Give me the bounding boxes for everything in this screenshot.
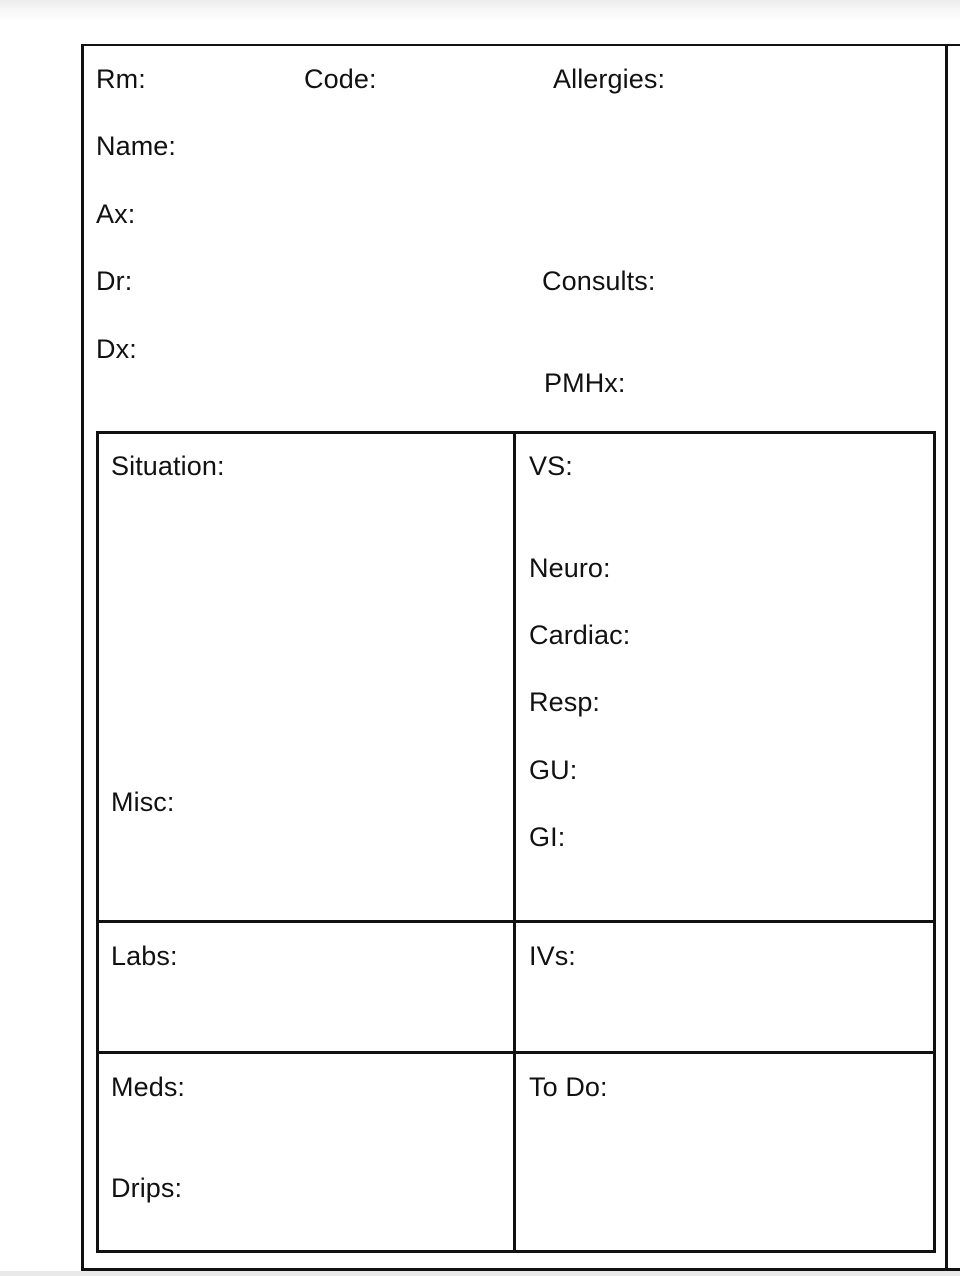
dr-label: Dr: bbox=[96, 266, 133, 296]
bottom-background-strip bbox=[0, 1271, 960, 1276]
code-label: Code: bbox=[304, 64, 377, 94]
grid-divider-meds-row bbox=[96, 1051, 936, 1054]
consults-label: Consults: bbox=[542, 266, 656, 296]
allergies-label: Allergies: bbox=[553, 64, 666, 94]
grid-divider-labs-row bbox=[96, 920, 936, 923]
misc-label: Misc: bbox=[111, 787, 175, 817]
pmhx-label: PMHx: bbox=[544, 368, 626, 398]
name-label: Name: bbox=[96, 131, 177, 161]
ivs-label: IVs: bbox=[529, 941, 576, 971]
grid-center-divider bbox=[513, 431, 516, 1253]
resp-label: Resp: bbox=[529, 687, 601, 717]
cardiac-label: Cardiac: bbox=[529, 620, 631, 650]
sheet-right-border bbox=[945, 44, 948, 1271]
rm-label: Rm: bbox=[96, 64, 146, 94]
labs-label: Labs: bbox=[111, 941, 178, 971]
neuro-label: Neuro: bbox=[529, 553, 611, 583]
gu-label: GU: bbox=[529, 755, 578, 785]
todo-label: To Do: bbox=[529, 1072, 608, 1102]
drips-label: Drips: bbox=[111, 1173, 183, 1203]
situation-label: Situation: bbox=[111, 451, 225, 481]
gi-label: GI: bbox=[529, 822, 566, 852]
dx-label: Dx: bbox=[96, 334, 137, 364]
ax-label: Ax: bbox=[96, 199, 136, 229]
vs-label: VS: bbox=[529, 451, 573, 481]
meds-label: Meds: bbox=[111, 1072, 186, 1102]
report-grid bbox=[96, 431, 936, 1253]
